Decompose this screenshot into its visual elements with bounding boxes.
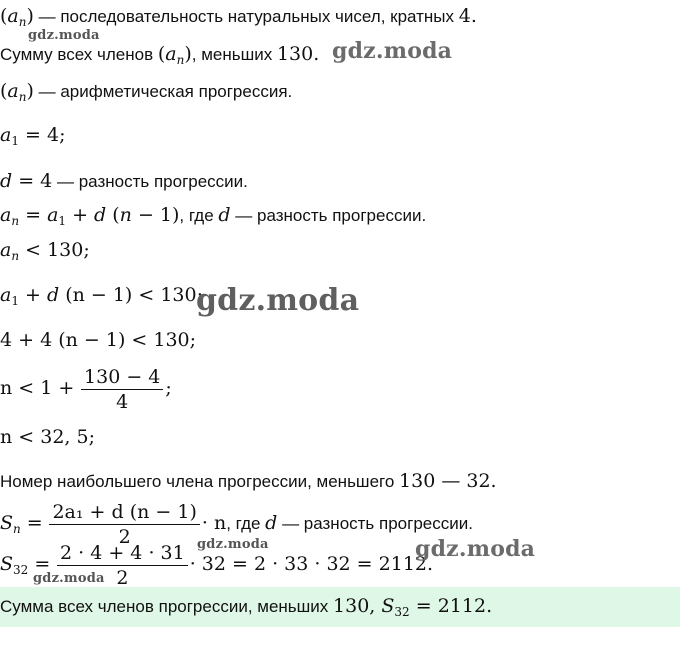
line-max-index: Номер наибольшего члена прогрессии, меньшего 130 — 32. — [0, 470, 497, 492]
line-inequality-2: 4 + 4 (n − 1) < 130; — [0, 329, 197, 351]
line-definition: $(a_n)$ — последовательность натуральных чисел, кратных 4. — [0, 5, 477, 29]
line-a1: $a_1 = 4$; — [0, 124, 66, 148]
watermark: gdz.moda — [415, 536, 536, 562]
watermark: gdz.moda — [197, 537, 269, 552]
line-formula-an: $a_n = a_1 + d$ (n − 1), где d — разность прогрессии. — [0, 204, 427, 228]
watermark: gdz.moda — [332, 38, 453, 64]
line-n-result: n < 32, 5; — [0, 426, 95, 448]
fraction: $\frac{130 - 4}{4}$ — [81, 366, 163, 413]
line-task: Сумму всех членов $(a_n)$, меньших 130. — [0, 43, 320, 67]
line-inequality-3: n < 1 + $\frac{130 - 4}{4}$ ; — [0, 366, 172, 414]
line-sum-formula: $S_n$ = $\frac{\text{2a₁ + d (n − 1)}}{2}$ · n, где d — разность прогрессии. — [0, 501, 473, 549]
watermark: gdz.moda — [33, 571, 105, 586]
line-inequality-1: $a_1 + d$ (n − 1) < 130; — [0, 284, 204, 308]
fraction: $\frac{2 \cdot 4 + 4 \cdot 31}{2}$ — [57, 542, 188, 589]
line-sum-calc: $S_{32}$ = $\frac{2 \cdot 4 + 4 \cdot 31}{2}$ · 32 = 2 · 33 · 32 = 2112. — [0, 542, 434, 590]
fraction: $\frac{\text{2a₁ + d (n − 1)}}{2}$ — [49, 501, 199, 548]
line-d: d = 4 — разность прогрессии. — [0, 170, 248, 192]
watermark: gdz.moda — [28, 28, 100, 43]
watermark: gdz.moda — [196, 283, 360, 318]
line-progression: $(a_n)$ — арифметическая прогрессия. — [0, 80, 293, 104]
line-an-less: $a_n < 130$; — [0, 239, 90, 263]
answer-line: Сумма всех членов прогрессии, меньших 130, $S_{32} = 2112$. — [0, 595, 493, 619]
